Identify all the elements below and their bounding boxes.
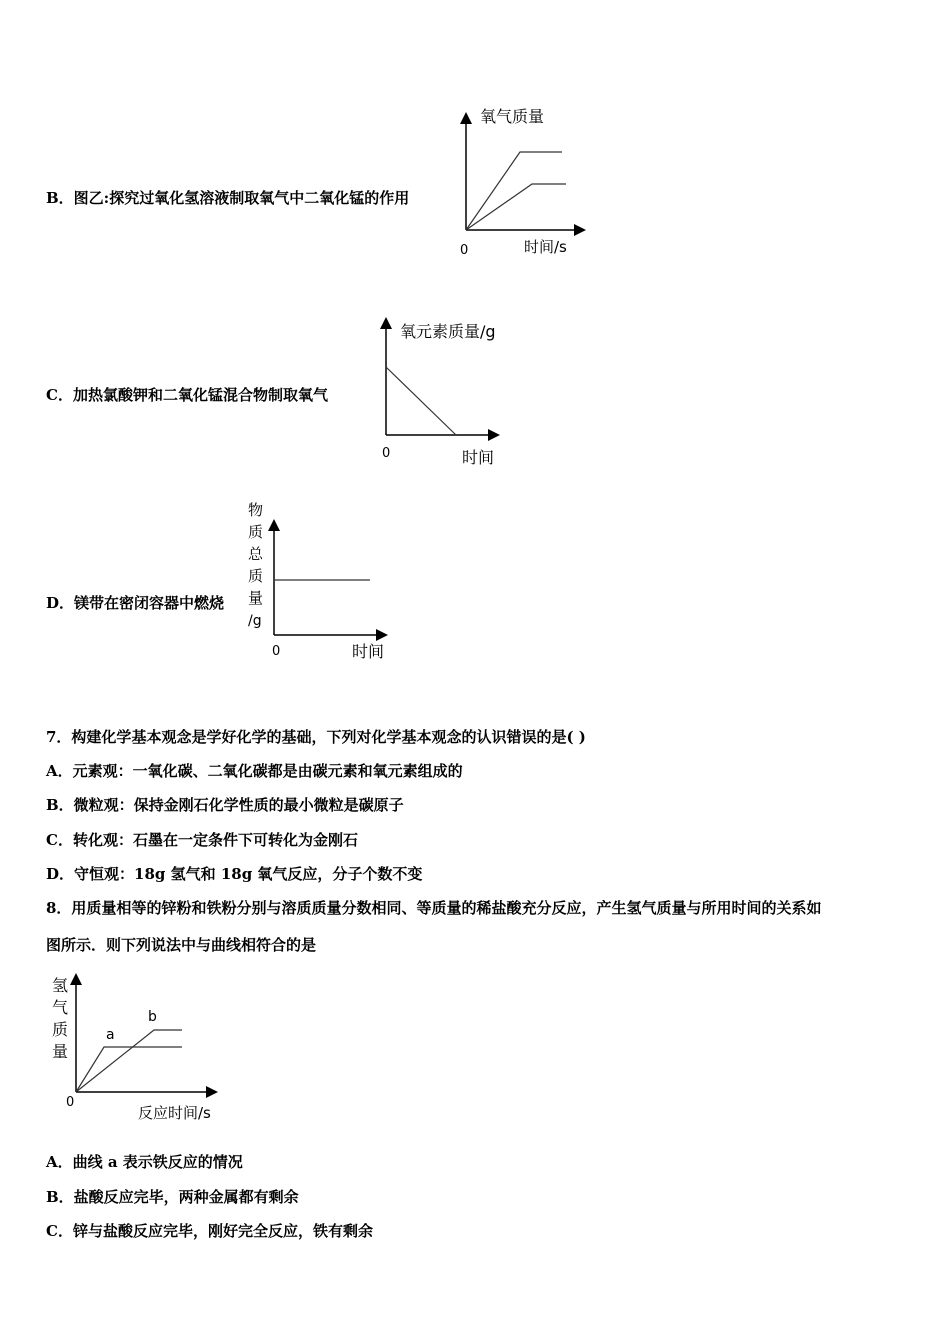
x-axis-label: 时间 (462, 448, 495, 467)
q6-chart-d (240, 495, 410, 674)
y-label-char-1: 氢 (52, 976, 69, 995)
q6-chart-c (360, 315, 530, 479)
series-lower (466, 184, 566, 230)
q8-stem-line1: 8．用质量相等的锌粉和铁粉分别与溶质质量分数相同、等质量的稀盐酸充分反应，产生氢气质量与所用时间的关系如 (46, 899, 822, 917)
y-label-char-2: 气 (52, 998, 69, 1017)
series-oxygen (386, 367, 456, 435)
q8-chart (40, 965, 240, 1134)
q8-option-c: C．锌与盐酸反应完毕，刚好完全反应，铁有剩余 (46, 1222, 373, 1240)
y-label-char-3: 总 (248, 545, 264, 563)
x-axis-label: 反应时间/s (138, 1104, 211, 1122)
q8-option-b: B．盐酸反应完毕，两种金属都有剩余 (46, 1188, 299, 1206)
q8-option-a: A．曲线 a 表示铁反应的情况 (46, 1153, 243, 1171)
x-axis-label: 时间/s (524, 238, 567, 256)
origin-label: 0 (460, 243, 469, 258)
q6-chart-b (440, 100, 590, 264)
q6-option-c: C．加热氯酸钾和二氧化锰混合物制取氧气 (46, 386, 328, 404)
y-label-char-2: 质 (248, 523, 264, 541)
y-label-char-6: /g (248, 613, 262, 629)
series-a-label: a (106, 1027, 115, 1043)
q6-option-d: D．镁带在密闭容器中燃烧 (46, 594, 225, 612)
series-b-label: b (148, 1009, 157, 1025)
origin-label: 0 (272, 644, 281, 659)
q8-stem-line2: 图所示．则下列说法中与曲线相符合的是 (46, 936, 317, 954)
y-label-char-1: 物 (248, 501, 264, 519)
origin-label: 0 (382, 446, 391, 461)
q6-option-b: B．图乙:探究过氧化氢溶液制取氧气中二氧化锰的作用 (46, 189, 410, 207)
q7-option-d: D．守恒观：18g 氢气和 18g 氧气反应，分子个数不变 (46, 865, 423, 883)
y-label-char-4: 质 (248, 567, 264, 585)
series-b (76, 1030, 182, 1092)
y-label-char-3: 质 (52, 1020, 69, 1039)
series-a (76, 1047, 182, 1092)
y-axis-label: 氧气质量 (480, 107, 545, 126)
q7-option-c: C．转化观：石墨在一定条件下可转化为金刚石 (46, 831, 358, 849)
y-label-char-5: 量 (248, 589, 264, 607)
series-upper (466, 152, 562, 230)
y-axis-label: 氧元素质量/g (400, 322, 496, 341)
q7-option-a: A．元素观：一氧化碳、二氧化碳都是由碳元素和氧元素组成的 (46, 762, 463, 780)
q7-option-b: B．微粒观：保持金刚石化学性质的最小微粒是碳原子 (46, 796, 404, 814)
y-label-char-4: 量 (52, 1042, 69, 1061)
q7-stem: 7．构建化学基本观念是学好化学的基础，下列对化学基本观念的认识错误的是( ) (46, 728, 586, 746)
x-axis-label: 时间 (352, 642, 385, 661)
origin-label: 0 (66, 1095, 75, 1110)
